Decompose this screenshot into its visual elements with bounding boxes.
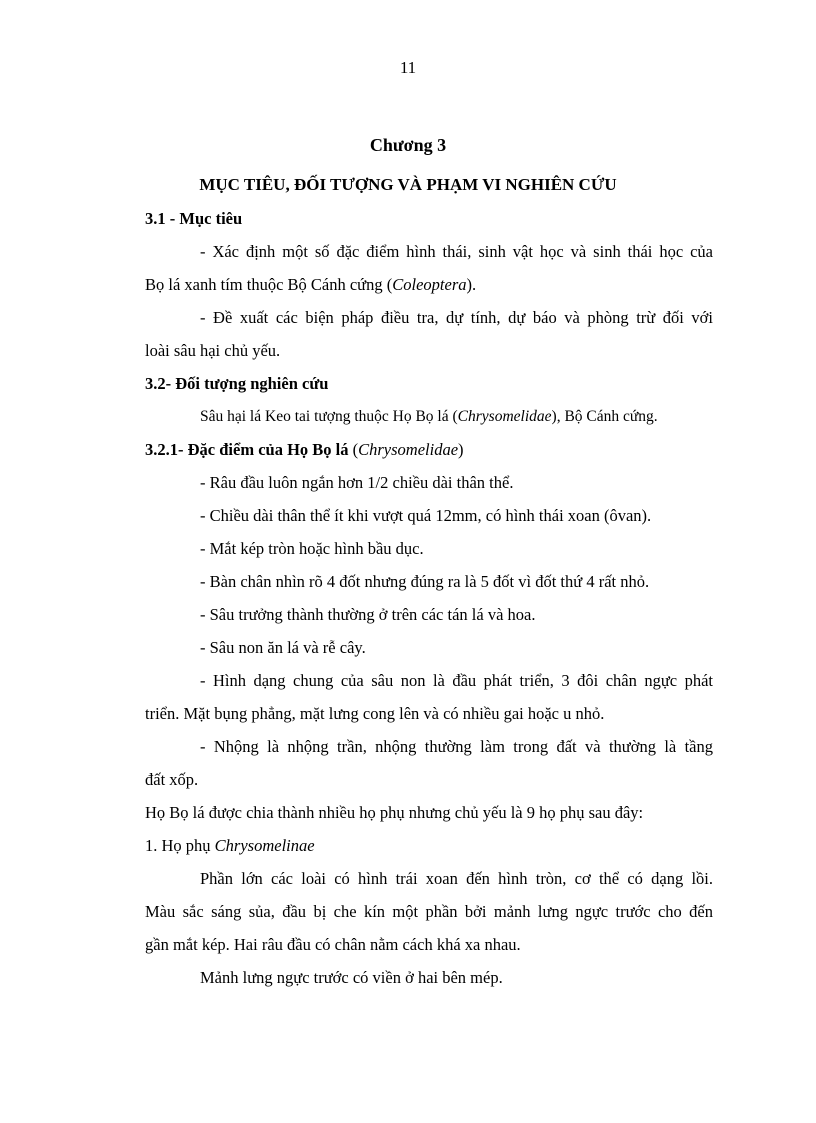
bullet-item: - Sâu non ăn lá và rễ cây. — [200, 638, 366, 657]
bullet-item: - Mắt kép tròn hoặc hình bầu dục. — [200, 539, 424, 558]
bullet-item: - Râu đầu luôn ngắn hơn 1/2 chiều dài thân thể. — [200, 473, 514, 492]
bullet-item: - Nhộng là nhộng trần, nhộng thường làm trong đất và thường là tầng — [200, 737, 713, 756]
section-heading-3-2-1: 3.2.1- Đặc điểm của Họ Bọ lá (Chrysomelidae) — [145, 440, 464, 459]
bullet-item: - Bàn chân nhìn rõ 4 đốt nhưng đúng ra là 5 đốt vì đốt thứ 4 rất nhỏ. — [200, 572, 650, 591]
paragraph-line: Họ Bọ lá được chia thành nhiều họ phụ nhưng chủ yếu là 9 họ phụ sau đây: — [145, 803, 644, 822]
bullet-item: - Chiều dài thân thể ít khi vượt quá 12mm, có hình thái xoan (ôvan). — [200, 506, 652, 525]
taxon-name: Chrysomelinae — [214, 836, 315, 855]
paragraph-line: Sâu hại lá Keo tai tượng thuộc Họ Bọ lá (Chrysomelidae), Bộ Cánh cứng. — [200, 408, 658, 425]
paragraph-line: - Xác định một số đặc điểm hình thái, sinh vật học và sinh thái học của — [200, 242, 713, 261]
paragraph-line: Màu sắc sáng sủa, đầu bị che kín một phần bởi mảnh lưng ngực trước cho đến — [145, 902, 713, 921]
paragraph-line: gần mắt kép. Hai râu đầu có chân nằm cách khá xa nhau. — [145, 935, 521, 954]
paragraph-line: loài sâu hại chủ yếu. — [145, 341, 281, 360]
section-heading-3-1: 3.1 - Mục tiêu — [145, 209, 243, 228]
chapter-title: MỤC TIÊU, ĐỐI TƯỢNG VÀ PHẠM VI NGHIÊN CỨU — [199, 175, 617, 194]
taxon-name: Chrysomelidae — [457, 408, 552, 425]
paragraph-line: triển. Mặt bụng phẳng, mặt lưng cong lên và có nhiều gai hoặc u nhỏ. — [145, 704, 605, 723]
bullet-item: - Sâu trưởng thành thường ở trên các tán lá và hoa. — [200, 605, 536, 624]
taxon-name: Chrysomelidae — [358, 440, 459, 459]
bullet-item: - Hình dạng chung của sâu non là đầu phát triển, 3 đôi chân ngực phát — [200, 671, 713, 690]
paragraph-line: - Đề xuất các biện pháp điều tra, dự tính, dự báo và phòng trừ đối với — [200, 308, 713, 327]
taxon-name: Coleoptera — [392, 275, 467, 294]
page-number: 11 — [399, 58, 417, 77]
paragraph-line: Mảnh lưng ngực trước có viền ở hai bên mép. — [200, 968, 503, 987]
chapter-heading: Chương 3 — [369, 135, 447, 155]
paragraph-line: Bọ lá xanh tím thuộc Bộ Cánh cứng (Coleoptera). — [145, 275, 477, 294]
section-heading-3-2: 3.2- Đối tượng nghiên cứu — [145, 374, 329, 393]
subfamily-heading: 1. Họ phụ Chrysomelinae — [145, 836, 315, 855]
paragraph-line: Phần lớn các loài có hình trái xoan đến hình tròn, cơ thể có dạng lồi. — [200, 869, 713, 888]
paragraph-line: đất xốp. — [145, 770, 199, 789]
